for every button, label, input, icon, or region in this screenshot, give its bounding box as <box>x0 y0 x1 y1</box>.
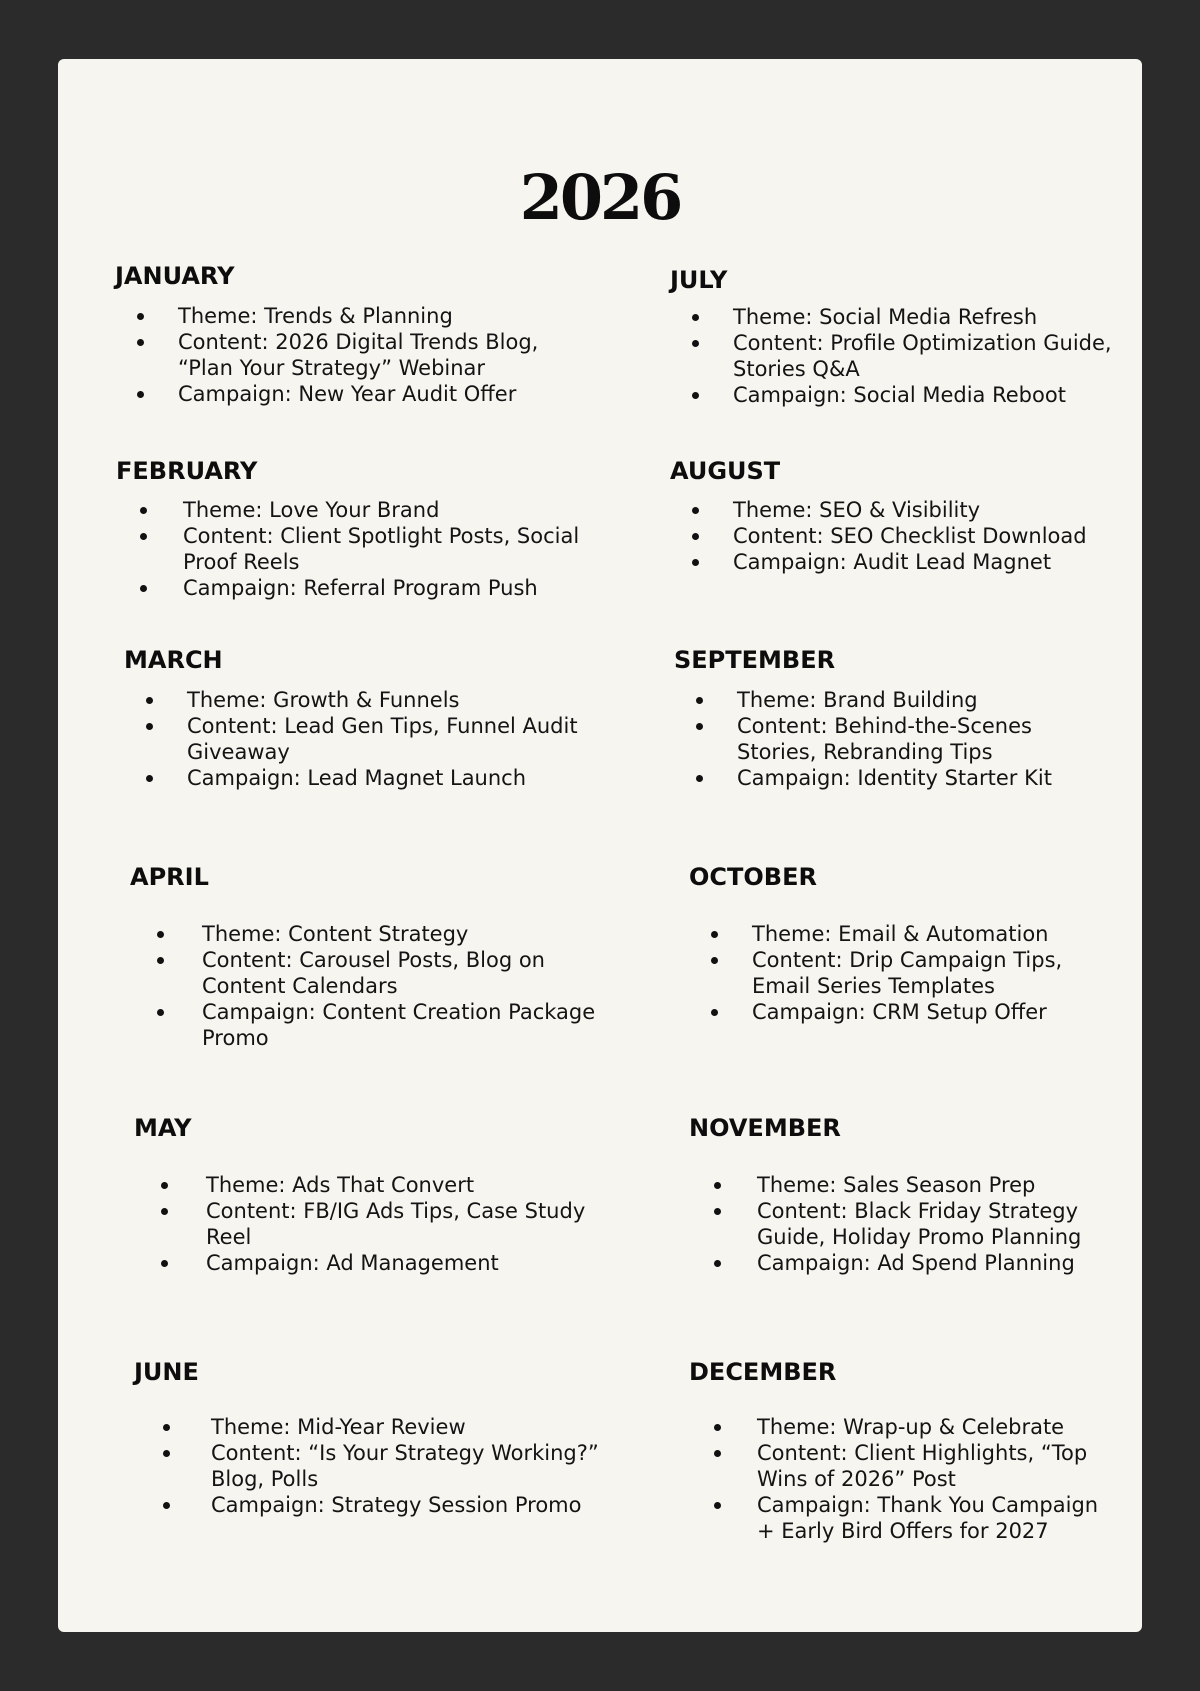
month-title: NOVEMBER <box>689 1114 841 1142</box>
list-item <box>130 921 600 947</box>
list-item <box>124 713 594 765</box>
item-text-line: “Plan Your Strategy” Webinar <box>178 356 486 380</box>
bullet-icon <box>714 1450 721 1457</box>
bullet-icon <box>161 1182 168 1189</box>
month-january <box>115 262 585 407</box>
item-text-line: Reel <box>206 1225 252 1249</box>
item-text-line: Campaign: CRM Setup Offer <box>752 1000 1047 1024</box>
item-text-line: Content: Carousel Posts, Blog on <box>202 948 545 972</box>
item-text-line: Theme: Mid-Year Review <box>211 1415 466 1439</box>
item-text-line: Theme: SEO & Visibility <box>733 498 981 522</box>
list-item <box>689 1250 1159 1276</box>
bullet-icon <box>146 697 153 704</box>
item-text-line: Campaign: Lead Magnet Launch <box>187 766 527 790</box>
item-text-line: Campaign: Content Creation Package <box>202 1000 596 1024</box>
month-item-list <box>130 921 600 1051</box>
item-text-line: Campaign: Thank You Campaign <box>757 1493 1099 1517</box>
bullet-icon <box>692 392 699 399</box>
bullet-icon <box>696 775 703 782</box>
list-item <box>116 523 586 575</box>
item-text-line: Content: “Is Your Strategy Working?” <box>211 1441 599 1465</box>
item-text-line: Content: 2026 Digital Trends Blog, <box>178 330 539 354</box>
month-march <box>124 646 594 791</box>
bullet-icon <box>692 533 699 540</box>
item-text-line: Theme: Content Strategy <box>202 922 469 946</box>
item-text-line: Campaign: New Year Audit Offer <box>178 382 517 406</box>
list-item <box>116 497 586 523</box>
month-december <box>689 1358 1159 1544</box>
bullet-icon <box>711 1009 718 1016</box>
item-text-line: Theme: Brand Building <box>737 688 978 712</box>
list-item <box>134 1172 604 1198</box>
bullet-icon <box>714 1502 721 1509</box>
bullet-icon <box>696 723 703 730</box>
item-text-line: Theme: Love Your Brand <box>183 498 440 522</box>
bullet-icon <box>140 585 147 592</box>
list-item <box>689 947 1159 999</box>
item-text-line: + Early Bird Offers for 2027 <box>757 1519 1049 1543</box>
bullet-icon <box>692 559 699 566</box>
month-april <box>130 863 600 1051</box>
month-item-list <box>116 497 586 601</box>
list-item <box>674 687 1144 713</box>
list-item <box>130 999 600 1051</box>
item-text-line: Theme: Social Media Refresh <box>733 305 1038 329</box>
item-text-line: Content: Lead Gen Tips, Funnel Audit <box>187 714 578 738</box>
list-item <box>689 1198 1159 1250</box>
month-title: APRIL <box>130 863 209 891</box>
item-text-line: Theme: Wrap-up & Celebrate <box>757 1415 1065 1439</box>
list-item <box>115 381 585 407</box>
item-text-line: Guide, Holiday Promo Planning <box>757 1225 1082 1249</box>
list-item <box>134 1440 604 1492</box>
list-item <box>670 304 1140 330</box>
page-title: 2026 <box>519 161 681 234</box>
list-item <box>670 523 1140 549</box>
bullet-icon <box>157 931 164 938</box>
list-item <box>134 1250 604 1276</box>
month-title: JUNE <box>134 1358 199 1386</box>
item-text-line: Content: FB/IG Ads Tips, Case Study <box>206 1199 586 1223</box>
bullet-icon <box>692 507 699 514</box>
item-text-line: Theme: Trends & Planning <box>178 304 453 328</box>
list-item <box>116 575 586 601</box>
month-item-list <box>670 497 1140 575</box>
month-item-list <box>670 304 1140 408</box>
bullet-icon <box>714 1260 721 1267</box>
list-item <box>115 329 585 381</box>
bullet-icon <box>146 775 153 782</box>
item-text-line: Theme: Sales Season Prep <box>757 1173 1036 1197</box>
item-text-line: Content: Drip Campaign Tips, <box>752 948 1063 972</box>
item-text-line: Campaign: Identity Starter Kit <box>737 766 1052 790</box>
item-text-line: Email Series Templates <box>752 974 995 998</box>
item-text-line: Theme: Ads That Convert <box>206 1173 475 1197</box>
bullet-icon <box>714 1208 721 1215</box>
list-item <box>130 947 600 999</box>
list-item <box>689 1492 1159 1544</box>
bullet-icon <box>163 1424 170 1431</box>
item-text-line: Content: Profile Optimization Guide, <box>733 331 1112 355</box>
bullet-icon <box>140 533 147 540</box>
bullet-icon <box>137 391 144 398</box>
item-text-line: Theme: Email & Automation <box>752 922 1049 946</box>
item-text-line: Content: SEO Checklist Download <box>733 524 1087 548</box>
bullet-icon <box>696 697 703 704</box>
list-item <box>670 549 1140 575</box>
month-title: DECEMBER <box>689 1358 837 1386</box>
month-october <box>689 863 1159 1025</box>
list-item <box>134 1414 604 1440</box>
list-item <box>674 765 1144 791</box>
month-title: MARCH <box>124 646 223 674</box>
bullet-icon <box>692 340 699 347</box>
list-item <box>689 1440 1159 1492</box>
month-august <box>670 457 1140 575</box>
bullet-icon <box>714 1182 721 1189</box>
item-text-line: Campaign: Referral Program Push <box>183 576 538 600</box>
list-item <box>674 713 1144 765</box>
month-may <box>134 1114 604 1276</box>
month-title: JANUARY <box>115 262 235 290</box>
item-text-line: Campaign: Social Media Reboot <box>733 383 1066 407</box>
bullet-icon <box>140 507 147 514</box>
item-text-line: Campaign: Audit Lead Magnet <box>733 550 1052 574</box>
item-text-line: Proof Reels <box>183 550 300 574</box>
item-text-line: Content: Client Highlights, “Top <box>757 1441 1088 1465</box>
item-text-line: Content Calendars <box>202 974 398 998</box>
list-item <box>689 1414 1159 1440</box>
bullet-icon <box>711 957 718 964</box>
bullet-icon <box>714 1424 721 1431</box>
list-item <box>670 330 1140 382</box>
month-title: FEBRUARY <box>116 457 258 485</box>
month-title: AUGUST <box>670 457 781 485</box>
bullet-icon <box>146 723 153 730</box>
item-text-line: Stories Q&A <box>733 357 860 381</box>
month-title: OCTOBER <box>689 863 817 891</box>
list-item <box>689 1172 1159 1198</box>
item-text-line: Theme: Growth & Funnels <box>187 688 460 712</box>
month-november <box>689 1114 1159 1276</box>
item-text-line: Stories, Rebranding Tips <box>737 740 993 764</box>
list-item <box>134 1198 604 1250</box>
bullet-icon <box>157 957 164 964</box>
month-title: MAY <box>134 1114 192 1142</box>
month-item-list <box>674 687 1144 791</box>
list-item <box>689 999 1159 1025</box>
bullet-icon <box>137 339 144 346</box>
list-item <box>670 382 1140 408</box>
month-february <box>116 457 586 601</box>
item-text-line: Content: Client Spotlight Posts, Social <box>183 524 580 548</box>
month-item-list <box>134 1172 604 1276</box>
list-item <box>124 765 594 791</box>
item-text-line: Giveaway <box>187 740 290 764</box>
month-item-list <box>689 1414 1159 1544</box>
item-text-line: Content: Black Friday Strategy <box>757 1199 1079 1223</box>
bullet-icon <box>161 1208 168 1215</box>
month-september <box>674 646 1144 791</box>
month-item-list <box>115 303 585 407</box>
list-item <box>134 1492 604 1518</box>
item-text-line: Content: Behind-the-Scenes <box>737 714 1032 738</box>
list-item <box>670 497 1140 523</box>
bullet-icon <box>711 931 718 938</box>
bullet-icon <box>692 314 699 321</box>
month-item-list <box>124 687 594 791</box>
bullet-icon <box>137 313 144 320</box>
bullet-icon <box>157 1009 164 1016</box>
month-item-list <box>134 1414 604 1518</box>
month-item-list <box>689 1172 1159 1276</box>
list-item <box>689 921 1159 947</box>
item-text-line: Campaign: Ad Spend Planning <box>757 1251 1075 1275</box>
month-item-list <box>689 921 1159 1025</box>
month-july <box>670 266 1140 408</box>
item-text-line: Campaign: Strategy Session Promo <box>211 1493 582 1517</box>
month-june <box>134 1358 604 1518</box>
item-text-line: Campaign: Ad Management <box>206 1251 499 1275</box>
list-item <box>124 687 594 713</box>
item-text-line: Promo <box>202 1026 269 1050</box>
list-item <box>115 303 585 329</box>
month-title: JULY <box>670 266 728 294</box>
bullet-icon <box>163 1502 170 1509</box>
bullet-icon <box>161 1260 168 1267</box>
item-text-line: Wins of 2026” Post <box>757 1467 956 1491</box>
item-text-line: Blog, Polls <box>211 1467 319 1491</box>
bullet-icon <box>163 1450 170 1457</box>
month-title: SEPTEMBER <box>674 646 836 674</box>
